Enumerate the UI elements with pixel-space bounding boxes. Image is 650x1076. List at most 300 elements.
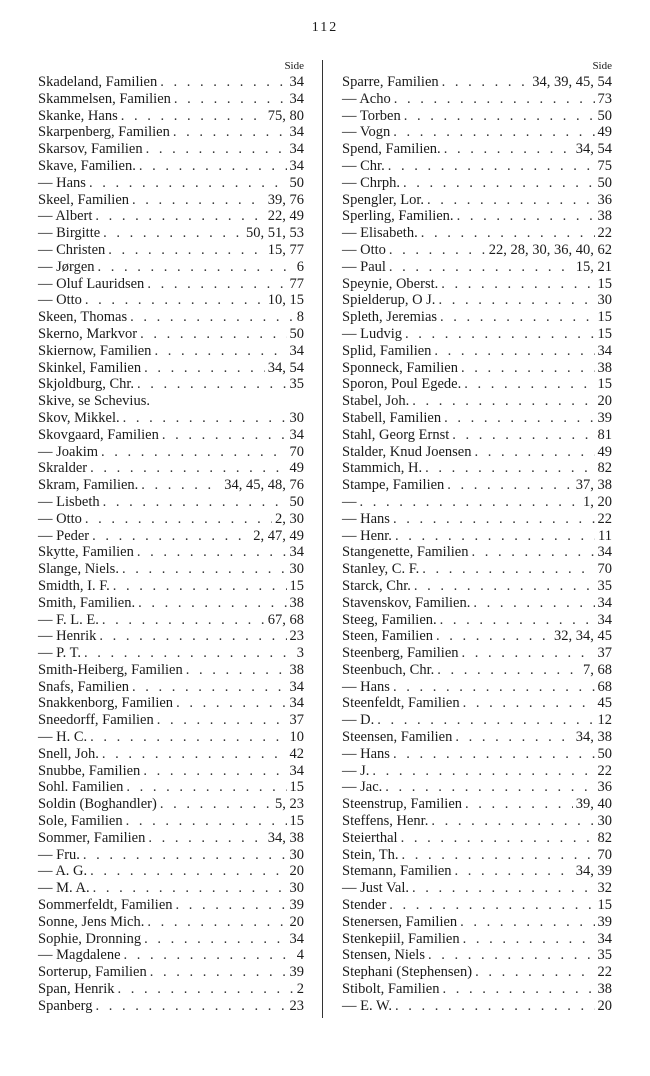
entry-pages: 22 <box>597 510 612 527</box>
entry-name: Skralder <box>38 460 88 477</box>
entry-name: — <box>342 493 357 510</box>
dot-leader <box>176 695 286 712</box>
entry-pages: 49 <box>289 460 304 477</box>
entry-name: — Birgitte <box>38 225 101 242</box>
index-entry <box>342 309 612 326</box>
entry-name: Sophie, Dronning <box>38 930 142 947</box>
dot-leader <box>425 460 594 477</box>
dot-leader <box>402 847 595 864</box>
entry-name: — Joakim <box>38 443 99 460</box>
dot-leader <box>102 746 287 763</box>
index-entry <box>38 225 304 242</box>
entry-name: Stabel, Joh. <box>342 393 410 410</box>
entry-name: Skovgaard, Familien <box>38 426 159 443</box>
dot-leader <box>401 830 595 847</box>
entry-pages: 50 <box>597 745 612 762</box>
index-entry <box>342 292 612 309</box>
index-entry <box>38 124 304 141</box>
entry-name: Snakkenborg, Familien <box>38 695 174 712</box>
entry-pages: 22 <box>597 964 612 981</box>
entry-pages: 39, 40 <box>575 796 612 813</box>
entry-name: Stender <box>342 897 387 914</box>
entry-pages: 45 <box>597 695 612 712</box>
entry-name: Steenberg, Familien <box>342 645 459 662</box>
index-entry <box>38 712 304 729</box>
entry-pages: 34 <box>289 342 304 359</box>
entry-pages: 49 <box>597 443 612 460</box>
dot-leader <box>85 511 272 528</box>
entry-name: Skerno, Markvor <box>38 325 138 342</box>
entry-name: Slange, Niels. <box>38 561 119 578</box>
entry-pages: 34 <box>597 930 612 947</box>
dot-leader <box>99 628 286 645</box>
index-entry <box>342 830 612 847</box>
dot-leader <box>138 595 286 612</box>
entry-pages: 34 <box>289 74 304 90</box>
column-divider <box>322 60 323 1018</box>
entry-name: Speynie, Oberst. <box>342 275 439 292</box>
entry-name: Snafs, Familien <box>38 678 130 695</box>
entry-name: — Acho <box>342 90 391 107</box>
dot-leader <box>148 830 264 847</box>
entry-pages: 34 <box>289 90 304 107</box>
entry-pages: 34 <box>597 342 612 359</box>
entry-name: — Just Val. <box>342 880 410 897</box>
entry-pages: 50, 51, 53 <box>246 225 304 242</box>
entry-pages: 38 <box>597 208 612 225</box>
index-entry <box>342 578 612 595</box>
entry-pages: 34 <box>289 157 304 174</box>
entry-name: Snell, Joh. <box>38 745 99 762</box>
entry-pages: 34 <box>597 611 612 628</box>
dot-leader <box>395 528 595 545</box>
dot-leader <box>143 763 286 780</box>
entry-pages: 15 <box>597 309 612 326</box>
dot-leader <box>173 124 287 141</box>
dot-leader <box>427 192 595 209</box>
entry-name: — Paul <box>342 258 386 275</box>
index-entry <box>38 528 304 545</box>
dot-leader <box>431 813 594 830</box>
index-entry <box>342 561 612 578</box>
entry-name: Soldin (Boghandler) <box>38 796 157 813</box>
entry-name: Stenkepiil, Familien <box>342 930 460 947</box>
dot-leader <box>95 208 264 225</box>
entry-name: Skarsov, Familien <box>38 141 143 158</box>
entry-pages: 22, 28, 30, 36, 40, 62 <box>488 241 612 258</box>
dot-leader <box>475 964 594 981</box>
entry-pages: 35 <box>597 947 612 964</box>
entry-name: — P. T. <box>38 645 81 662</box>
entry-pages: 37 <box>597 645 612 662</box>
entry-pages: 15 <box>289 779 304 796</box>
entry-name: Skarpenberg, Familien <box>38 124 170 141</box>
entry-pages: 15, 21 <box>575 258 612 275</box>
index-entry <box>342 981 612 998</box>
entry-name: Sporon, Poul Egede. <box>342 376 462 393</box>
entry-pages: 34 <box>289 678 304 695</box>
dot-leader <box>90 729 286 746</box>
entry-name: Stavenskov, Familien. <box>342 594 471 611</box>
index-entry <box>38 91 304 108</box>
dot-leader <box>452 427 594 444</box>
entry-name: Skanke, Hans <box>38 107 118 124</box>
entry-pages: 34 <box>289 124 304 141</box>
entry-name: — Peder <box>38 527 90 544</box>
dot-leader <box>154 343 286 360</box>
index-entry <box>38 292 304 309</box>
entry-pages: 39 <box>289 897 304 914</box>
entry-pages: 12 <box>597 712 612 729</box>
entry-name: Snubbe, Familien <box>38 762 141 779</box>
entry-pages: 32, 34, 45 <box>554 628 612 645</box>
entry-name: Spielderup, O J. <box>342 292 436 309</box>
dot-leader <box>137 544 287 561</box>
entry-name: Skadeland, Familien <box>38 74 158 90</box>
dot-leader <box>147 914 286 931</box>
entry-name: Stensen, Niels <box>342 947 425 964</box>
dot-leader <box>144 360 265 377</box>
dot-leader <box>438 292 594 309</box>
entry-name: Starck, Chr. <box>342 577 411 594</box>
entry-pages: 23 <box>289 997 304 1014</box>
dot-leader <box>102 612 265 629</box>
entry-name: Smith, Familien. <box>38 594 136 611</box>
entry-name: — J. <box>342 762 370 779</box>
index-entry <box>342 528 612 545</box>
dot-leader <box>393 679 595 696</box>
index-entry <box>38 863 304 880</box>
entry-name: Steeg, Familien. <box>342 611 437 628</box>
dot-leader <box>441 276 594 293</box>
index-entry <box>38 259 304 276</box>
entry-name: — Otto <box>342 241 386 258</box>
index-entry <box>342 242 612 259</box>
entry-pages: 20 <box>289 913 304 930</box>
dot-leader <box>463 931 595 948</box>
index-entry <box>342 729 612 746</box>
index-entry <box>38 947 304 964</box>
dot-leader <box>85 292 265 309</box>
index-entry <box>38 796 304 813</box>
entry-pages: 3 <box>296 645 304 662</box>
dot-leader <box>141 477 221 494</box>
entry-name: Skytte, Familien <box>38 544 134 561</box>
entry-pages: 15 <box>289 813 304 830</box>
dot-leader <box>130 309 294 326</box>
dot-leader <box>440 612 595 629</box>
dot-leader <box>122 561 287 578</box>
entry-pages: 73 <box>597 90 612 107</box>
entry-pages: 75 <box>597 157 612 174</box>
index-entry <box>38 74 304 91</box>
entry-pages: 38 <box>289 661 304 678</box>
dot-leader <box>137 376 286 393</box>
index-entry <box>342 897 612 914</box>
entry-pages: 39 <box>597 913 612 930</box>
entry-pages: 50 <box>597 107 612 124</box>
entry-name: Steen, Familien <box>342 628 434 645</box>
dot-leader <box>372 763 594 780</box>
dot-leader <box>404 108 595 125</box>
entry-pages: 75, 80 <box>267 107 304 124</box>
entry-name: Skeel, Familien <box>38 191 130 208</box>
index-entry <box>38 360 304 377</box>
index-entry <box>342 964 612 981</box>
entry-pages: 15, 77 <box>267 241 304 258</box>
entry-name: Stenersen, Familien <box>342 913 458 930</box>
dot-leader <box>436 628 551 645</box>
index-entry <box>342 511 612 528</box>
index-entry <box>38 141 304 158</box>
column-header: Side <box>284 60 304 72</box>
entry-name: Smith-Heiberg, Familien <box>38 661 183 678</box>
entry-pages: 34, 54 <box>575 141 612 158</box>
index-entry <box>342 326 612 343</box>
entry-name: — Magdalene <box>38 947 121 964</box>
index-entry <box>38 847 304 864</box>
index-entry <box>38 813 304 830</box>
entry-pages: 34, 45, 48, 76 <box>224 477 304 494</box>
dot-leader <box>98 259 294 276</box>
dot-leader <box>92 528 250 545</box>
entry-name: Skinkel, Familien <box>38 359 142 376</box>
dot-leader <box>395 998 595 1015</box>
index-entry <box>38 477 304 494</box>
index-entry <box>38 779 304 796</box>
entry-name: Sonne, Jens Mich. <box>38 913 145 930</box>
index-column-right <box>342 58 612 1015</box>
entry-name: Stabell, Familien <box>342 409 442 426</box>
entry-name: Stein, Th. <box>342 846 399 863</box>
entry-name: Stangenette, Familien <box>342 544 469 561</box>
entry-name: Spleth, Jeremias <box>342 309 438 326</box>
dot-leader <box>132 192 265 209</box>
index-entry <box>342 427 612 444</box>
entry-pages: 2, 47, 49 <box>253 527 304 544</box>
entry-name: — H. C. <box>38 729 88 746</box>
index-entry <box>342 595 612 612</box>
index-entry <box>342 91 612 108</box>
dot-leader <box>414 578 595 595</box>
dot-leader <box>132 679 286 696</box>
entry-name: Skive, se Schevius. <box>38 393 150 410</box>
index-entry <box>38 242 304 259</box>
dot-leader <box>174 91 287 108</box>
index-entry <box>342 695 612 712</box>
entry-name: — Torben <box>342 107 401 124</box>
dot-leader <box>393 511 595 528</box>
entry-name: Span, Henrik <box>38 981 115 998</box>
dot-leader <box>103 225 243 242</box>
entry-name: — Hans <box>342 678 390 695</box>
dot-leader <box>150 964 287 981</box>
entry-name: Stammich, H. <box>342 460 423 477</box>
entry-pages: 82 <box>597 829 612 846</box>
index-entry <box>38 326 304 343</box>
entry-name: Stalder, Knud Joensen <box>342 443 472 460</box>
entry-pages: 70 <box>597 561 612 578</box>
index-entry <box>342 158 612 175</box>
entry-pages: 30 <box>289 409 304 426</box>
index-entry <box>342 645 612 662</box>
dot-leader <box>393 124 594 141</box>
entry-pages: 20 <box>597 393 612 410</box>
index-entry <box>342 863 612 880</box>
index-entry <box>342 779 612 796</box>
index-entry <box>342 276 612 293</box>
index-entry <box>342 259 612 276</box>
entry-pages: 34 <box>597 594 612 611</box>
entry-pages: 42 <box>289 745 304 762</box>
dot-leader <box>421 225 595 242</box>
dot-leader <box>126 813 287 830</box>
entry-pages: 38 <box>289 594 304 611</box>
index-entry <box>38 561 304 578</box>
entry-pages: 30 <box>289 561 304 578</box>
entry-pages: 34 <box>289 762 304 779</box>
dot-leader <box>422 561 594 578</box>
index-entry <box>38 460 304 477</box>
entry-pages: 30 <box>289 880 304 897</box>
index-entry <box>342 544 612 561</box>
index-entry <box>342 998 612 1015</box>
entry-pages: 36 <box>597 191 612 208</box>
dot-leader <box>83 847 287 864</box>
entry-pages: 39 <box>289 964 304 981</box>
entry-name: — Jørgen <box>38 258 95 275</box>
index-entry <box>38 897 304 914</box>
index-entry <box>342 931 612 948</box>
index-entry <box>342 880 612 897</box>
entry-pages: 38 <box>597 359 612 376</box>
dot-leader <box>444 141 573 158</box>
entry-pages: 34 <box>289 426 304 443</box>
entry-name: — Albert <box>38 208 93 225</box>
dot-leader <box>428 947 595 964</box>
entry-name: Skiernow, Familien <box>38 342 152 359</box>
dot-leader <box>460 914 594 931</box>
entry-pages: 39, 76 <box>267 191 304 208</box>
entry-name: — Henrik <box>38 628 97 645</box>
index-entry <box>342 124 612 141</box>
entry-name: Splid, Familien <box>342 342 432 359</box>
index-entry <box>342 679 612 696</box>
index-entry <box>342 947 612 964</box>
entry-pages: 4 <box>296 947 304 964</box>
entry-name: Stemann, Familien <box>342 863 452 880</box>
dot-leader <box>140 326 286 343</box>
dot-leader <box>434 343 594 360</box>
entry-name: — M. A. <box>38 880 90 897</box>
entry-name: Steenbuch, Chr. <box>342 661 435 678</box>
dot-leader <box>157 712 287 729</box>
entry-pages: 50 <box>289 325 304 342</box>
entry-pages: 22 <box>597 225 612 242</box>
entry-name: Skeen, Thomas <box>38 309 128 326</box>
index-entry <box>342 662 612 679</box>
dot-leader <box>461 360 595 377</box>
entry-name: — D. <box>342 712 375 729</box>
entry-pages: 70 <box>289 443 304 460</box>
dot-leader <box>394 91 595 108</box>
dot-leader <box>118 981 294 998</box>
entry-name: Sole, Familien <box>38 813 123 830</box>
dot-leader <box>403 175 595 192</box>
index-entry <box>38 158 304 175</box>
index-entry <box>38 175 304 192</box>
index-entry <box>38 830 304 847</box>
entry-pages: 32 <box>597 880 612 897</box>
entry-pages: 6 <box>296 258 304 275</box>
index-entry <box>38 108 304 125</box>
entry-pages: 20 <box>289 863 304 880</box>
entry-pages: 11 <box>598 527 612 544</box>
index-entry <box>342 175 612 192</box>
dot-leader <box>475 444 595 461</box>
entry-name: Skjoldburg, Chr. <box>38 376 135 393</box>
index-entry <box>342 108 612 125</box>
dot-leader <box>144 931 286 948</box>
entry-pages: 15 <box>597 275 612 292</box>
entry-pages: 34 <box>289 930 304 947</box>
entry-pages: 50 <box>597 174 612 191</box>
entry-pages: 37 <box>289 712 304 729</box>
entry-name: — Lisbeth <box>38 493 100 510</box>
entry-name: — Oluf Lauridsen <box>38 275 145 292</box>
entry-pages: 50 <box>289 174 304 191</box>
index-entry <box>38 981 304 998</box>
index-entry <box>342 74 612 91</box>
index-entry <box>342 712 612 729</box>
entry-name: — Vogn <box>342 124 391 141</box>
index-entry <box>38 763 304 780</box>
entry-name: — A. G. <box>38 863 88 880</box>
entry-pages: 30 <box>289 846 304 863</box>
index-entry <box>38 578 304 595</box>
dot-leader <box>160 74 286 91</box>
entry-pages: 15 <box>597 376 612 393</box>
entry-name: — Otto <box>38 292 82 309</box>
entry-name: Sommerfeldt, Familien <box>38 897 173 914</box>
dot-leader <box>389 259 573 276</box>
entry-pages: 2, 30 <box>275 510 304 527</box>
entry-pages: 8 <box>296 309 304 326</box>
index-entry <box>38 998 304 1015</box>
entry-pages: 67, 68 <box>267 611 304 628</box>
index-entry <box>342 225 612 242</box>
index-entry <box>342 847 612 864</box>
entry-list <box>342 74 612 1015</box>
entry-pages: 37, 38 <box>575 477 612 494</box>
entry-name: — Chrph. <box>342 174 400 191</box>
dot-leader <box>124 947 294 964</box>
entry-name: Skammelsen, Familien <box>38 90 171 107</box>
entry-pages: 10, 15 <box>267 292 304 309</box>
dot-leader <box>139 158 287 175</box>
index-entry <box>342 343 612 360</box>
entry-name: — Hans <box>38 174 86 191</box>
entry-list <box>38 74 304 1015</box>
dot-leader <box>101 444 286 461</box>
entry-name: Skave, Familien. <box>38 157 136 174</box>
index-entry <box>38 729 304 746</box>
entry-pages: 2 <box>296 981 304 998</box>
index-entry <box>38 511 304 528</box>
index-entry <box>38 376 304 393</box>
dot-leader <box>377 712 594 729</box>
entry-name: Stephani (Stephensen) <box>342 964 473 981</box>
